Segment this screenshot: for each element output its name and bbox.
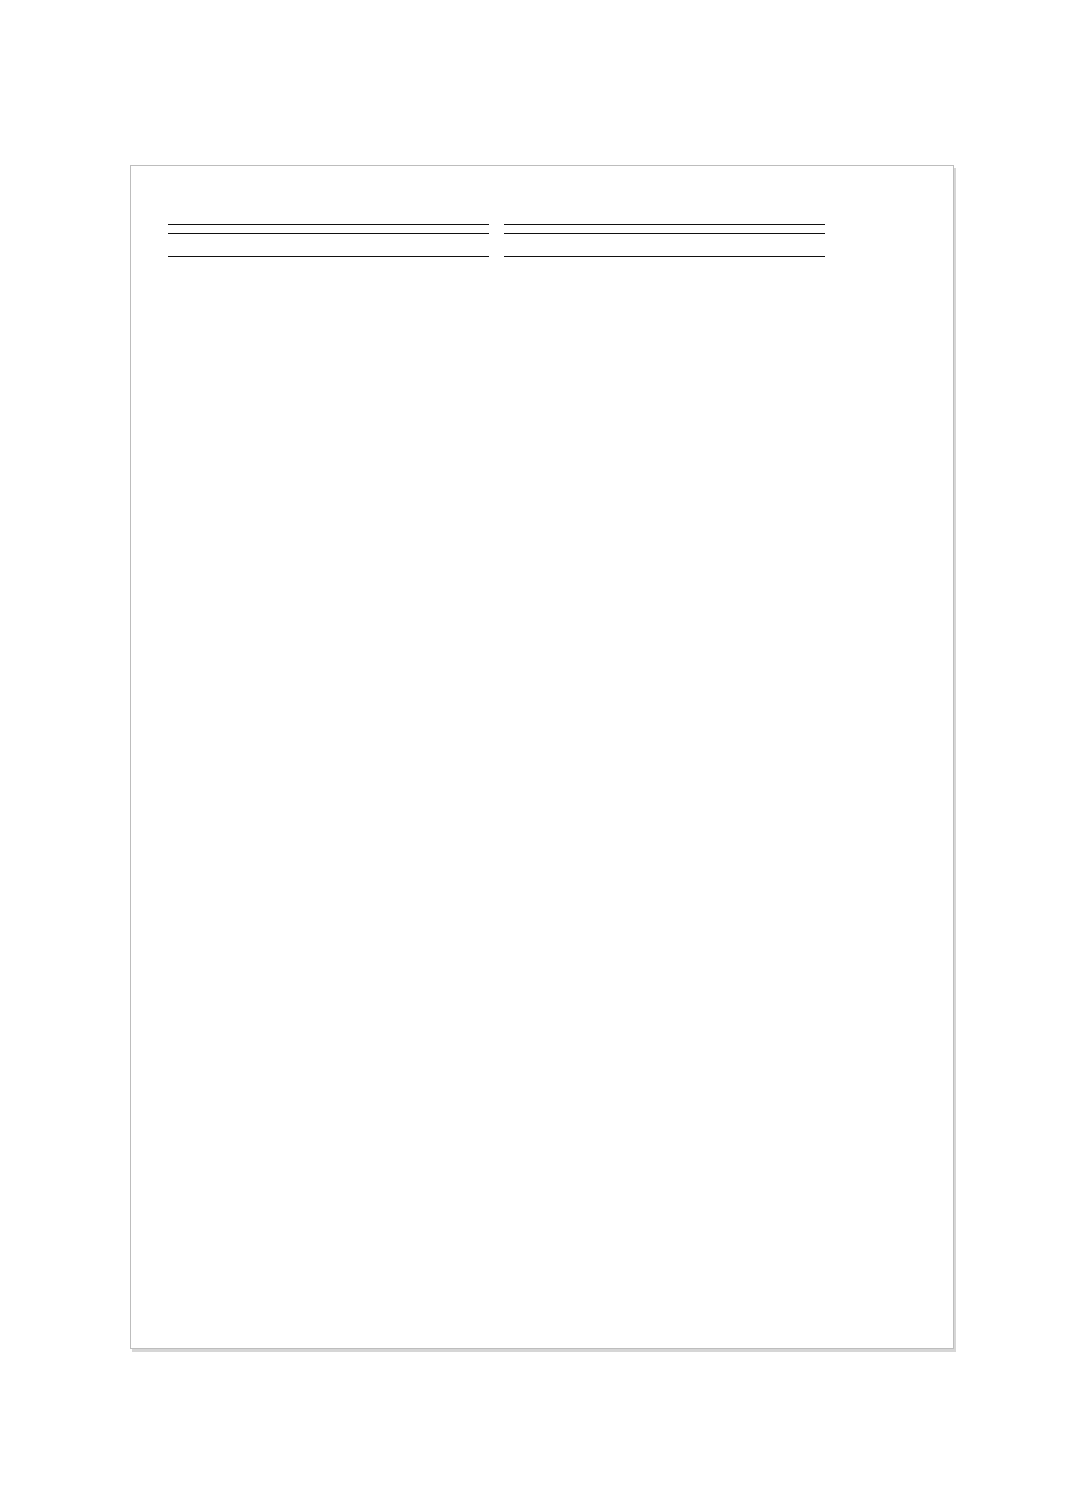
french-column <box>504 200 825 260</box>
table-bottom-rule <box>168 256 489 257</box>
pattern-back-sheet <box>130 165 954 1349</box>
notions <box>168 233 489 250</box>
french-header <box>504 200 825 225</box>
table-bottom-rule-fr <box>504 256 825 257</box>
english-column <box>168 200 489 260</box>
english-header <box>168 200 489 225</box>
notions-fr <box>504 233 825 250</box>
